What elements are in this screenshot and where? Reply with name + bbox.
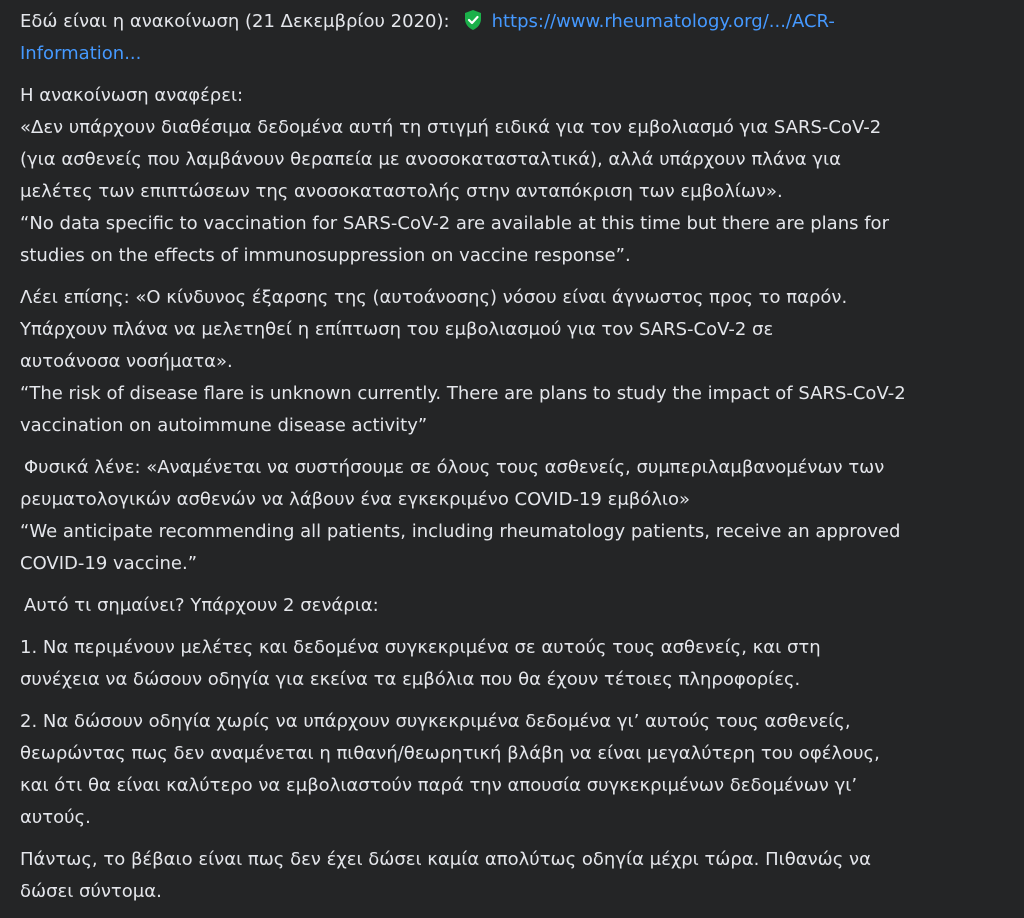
paragraph-conclusion (20, 844, 1010, 908)
intro-text: Εδώ είναι η ανακοίνωση (21 Δεκεμβρίου 2020): (20, 11, 450, 32)
acr-link-line1[interactable]: https://www.rheumatology.org/.../ACR- (491, 11, 835, 32)
intro-paragraph (20, 6, 1010, 70)
text-line: vaccination on autoimmune disease activity” (20, 415, 428, 436)
text-line: δώσει σύντομα. (20, 881, 162, 902)
text-line: ρευματολογικών ασθενών να λάβουν ένα εγκεκριμένο COVID-19 εμβόλιο» (20, 489, 691, 510)
acr-link-line2[interactable]: Information... (20, 43, 142, 64)
text-line: Φυσικά λένε: «Αναμένεται να συστήσουμε σε όλους τους ασθενείς, συμπεριλαμβανομένων των (24, 457, 885, 478)
paragraph-scenarios-intro (20, 590, 1010, 622)
paragraph-recommendation (20, 452, 1010, 580)
text-line: Υπάρχουν πλάνα να μελετηθεί η επίπτωση του εμβολιασμού για τον SARS-CoV-2 σε (20, 319, 774, 340)
text-line: και ότι θα είναι καλύτερο να εμβολιαστούν παρά την απουσία συγκεκριμένων δεδομένων γι’ (20, 775, 858, 796)
paragraph-scenario-2 (20, 706, 1010, 834)
text-line: 2. Να δώσουν οδηγία χωρίς να υπάρχουν συγκεκριμένα δεδομένα γι’ αυτούς τους ασθενείς, (20, 711, 851, 732)
text-line: “The risk of disease flare is unknown currently. There are plans to study the impact of SARS-CoV-2 (20, 383, 906, 404)
text-line: «Δεν υπάρχουν διαθέσιμα δεδομένα αυτή τη στιγμή ειδικά για τον εμβολιασμό για SARS-CoV-2 (20, 117, 882, 138)
text-line: “No data specific to vaccination for SARS-CoV-2 are available at this time but there are plans for (20, 213, 889, 234)
text-line: συνέχεια να δώσουν οδηγία για εκείνα τα εμβόλια που θα έχουν τέτοιες πληροφορίες. (20, 669, 801, 690)
text-line: 1. Να περιμένουν μελέτες και δεδομένα συγκεκριμένα σε αυτούς τους ασθενείς, και στη (20, 637, 821, 658)
paragraph-announcement (20, 80, 1010, 272)
paragraph-flare-risk (20, 282, 1010, 442)
post-body (20, 6, 1010, 918)
text-line: μελέτες των επιπτώσεων της ανοσοκαταστολής στην ανταπόκριση των εμβολίων». (20, 181, 783, 202)
text-line: θεωρώντας πως δεν αναμένεται η πιθανή/θεωρητική βλάβη να είναι μεγαλύτερη του οφέλους, (20, 743, 880, 764)
text-line: Λέει επίσης: «Ο κίνδυνος έξαρσης της (αυτοάνοσης) νόσου είναι άγνωστος προς το παρόν. (20, 287, 848, 308)
text-line: Η ανακοίνωση αναφέρει: (20, 85, 244, 106)
intro-line (20, 6, 1010, 38)
paragraph-scenario-1 (20, 632, 1010, 696)
text-line: αυτούς. (20, 807, 91, 828)
text-line: Πάντως, το βέβαιο είναι πως δεν έχει δώσει καμία απολύτως οδηγία μέχρι τώρα. Πιθανώς να (20, 849, 871, 870)
shield-check-icon (464, 9, 482, 29)
text-line: studies on the effects of immunosuppression on vaccine response”. (20, 245, 631, 266)
text-line: (για ασθενείς που λαμβάνουν θεραπεία με ανοσοκατασταλτικά), αλλά υπάρχουν πλάνα για (20, 149, 841, 170)
text-line: COVID-19 vaccine.” (20, 553, 198, 574)
text-line: Αυτό τι σημαίνει? Υπάρχουν 2 σενάρια: (24, 595, 379, 616)
text-line: αυτοάνοσα νοσήματα». (20, 351, 233, 372)
text-line: “We anticipate recommending all patients, including rheumatology patients, receive an approved (20, 521, 901, 542)
